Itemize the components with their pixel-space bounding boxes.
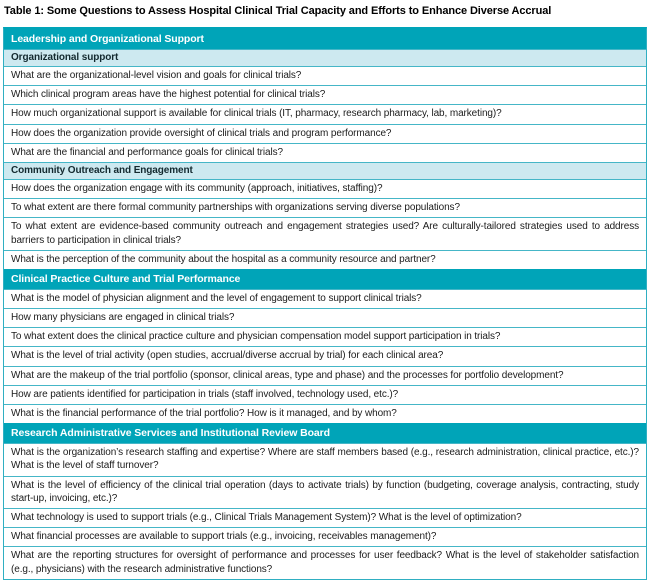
section-header: Leadership and Organizational Support (4, 29, 646, 49)
table-title: Table 1: Some Questions to Assess Hospital Clinical Trial Capacity and Efforts to Enhance Diverse Accrual (4, 5, 552, 17)
question-row: What is the financial performance of the trial portfolio? How is it managed, and by whom? (4, 404, 646, 423)
question-row: What is the organization’s research staffing and expertise? Where are staff members based (e.g., research administration, clinical practice, etc.)? What is the level of staff turnover? (4, 443, 646, 475)
question-row: To what extent are there formal community partnerships with organizations serving diverse populations? (4, 198, 646, 217)
question-row: How does the organization provide oversight of clinical trials and program performance? (4, 124, 646, 143)
question-row: To what extent are evidence-based community outreach and engagement strategies used? Are culturally-tailored strategies used to address barriers to participation in clinical trials? (4, 217, 646, 249)
section-header: Clinical Practice Culture and Trial Performance (4, 269, 646, 289)
question-row: Which clinical program areas have the highest potential for clinical trials? (4, 85, 646, 104)
question-row: How are patients identified for participation in trials (staff involved, technology used, etc.)? (4, 385, 646, 404)
question-row: What is the model of physician alignment and the level of engagement to support clinical trials? (4, 289, 646, 308)
section-header: Research Administrative Services and Institutional Review Board (4, 423, 646, 443)
question-row: What are the reporting structures for oversight of performance and processes for user feedback? What is the level of stakeholder satisfaction (e.g., physicians) with the research administrative functions? (4, 546, 646, 578)
question-row: What are the organizational-level vision and goals for clinical trials? (4, 66, 646, 85)
question-row: How does the organization engage with its community (approach, initiatives, staffing)? (4, 179, 646, 198)
question-row: What is the level of trial activity (open studies, accrual/diverse accrual by trial) for each clinical area? (4, 346, 646, 365)
assessment-table (3, 27, 647, 580)
question-row: How many physicians are engaged in clinical trials? (4, 308, 646, 327)
subsection-header: Organizational support (4, 49, 646, 66)
subsection-header: Community Outreach and Engagement (4, 162, 646, 179)
question-row: What financial processes are available to support trials (e.g., invoicing, receivables management)? (4, 527, 646, 546)
question-row: What are the financial and performance goals for clinical trials? (4, 143, 646, 162)
question-row: What is the level of efficiency of the clinical trial operation (days to activate trials) by function (budgeting, coverage analysis, contracting, study start-up, invoicing, etc.)? (4, 476, 646, 508)
question-row: What are the makeup of the trial portfolio (sponsor, clinical areas, type and phase) and the processes for portfolio development? (4, 366, 646, 385)
question-row: What technology is used to support trials (e.g., Clinical Trials Management System)? What is the level of optimization? (4, 508, 646, 527)
question-row: How much organizational support is available for clinical trials (IT, pharmacy, research pharmacy, lab, marketing)? (4, 104, 646, 123)
question-row: To what extent does the clinical practice culture and physician compensation model support participation in trials? (4, 327, 646, 346)
question-row: What is the perception of the community about the hospital as a community resource and partner? (4, 250, 646, 269)
